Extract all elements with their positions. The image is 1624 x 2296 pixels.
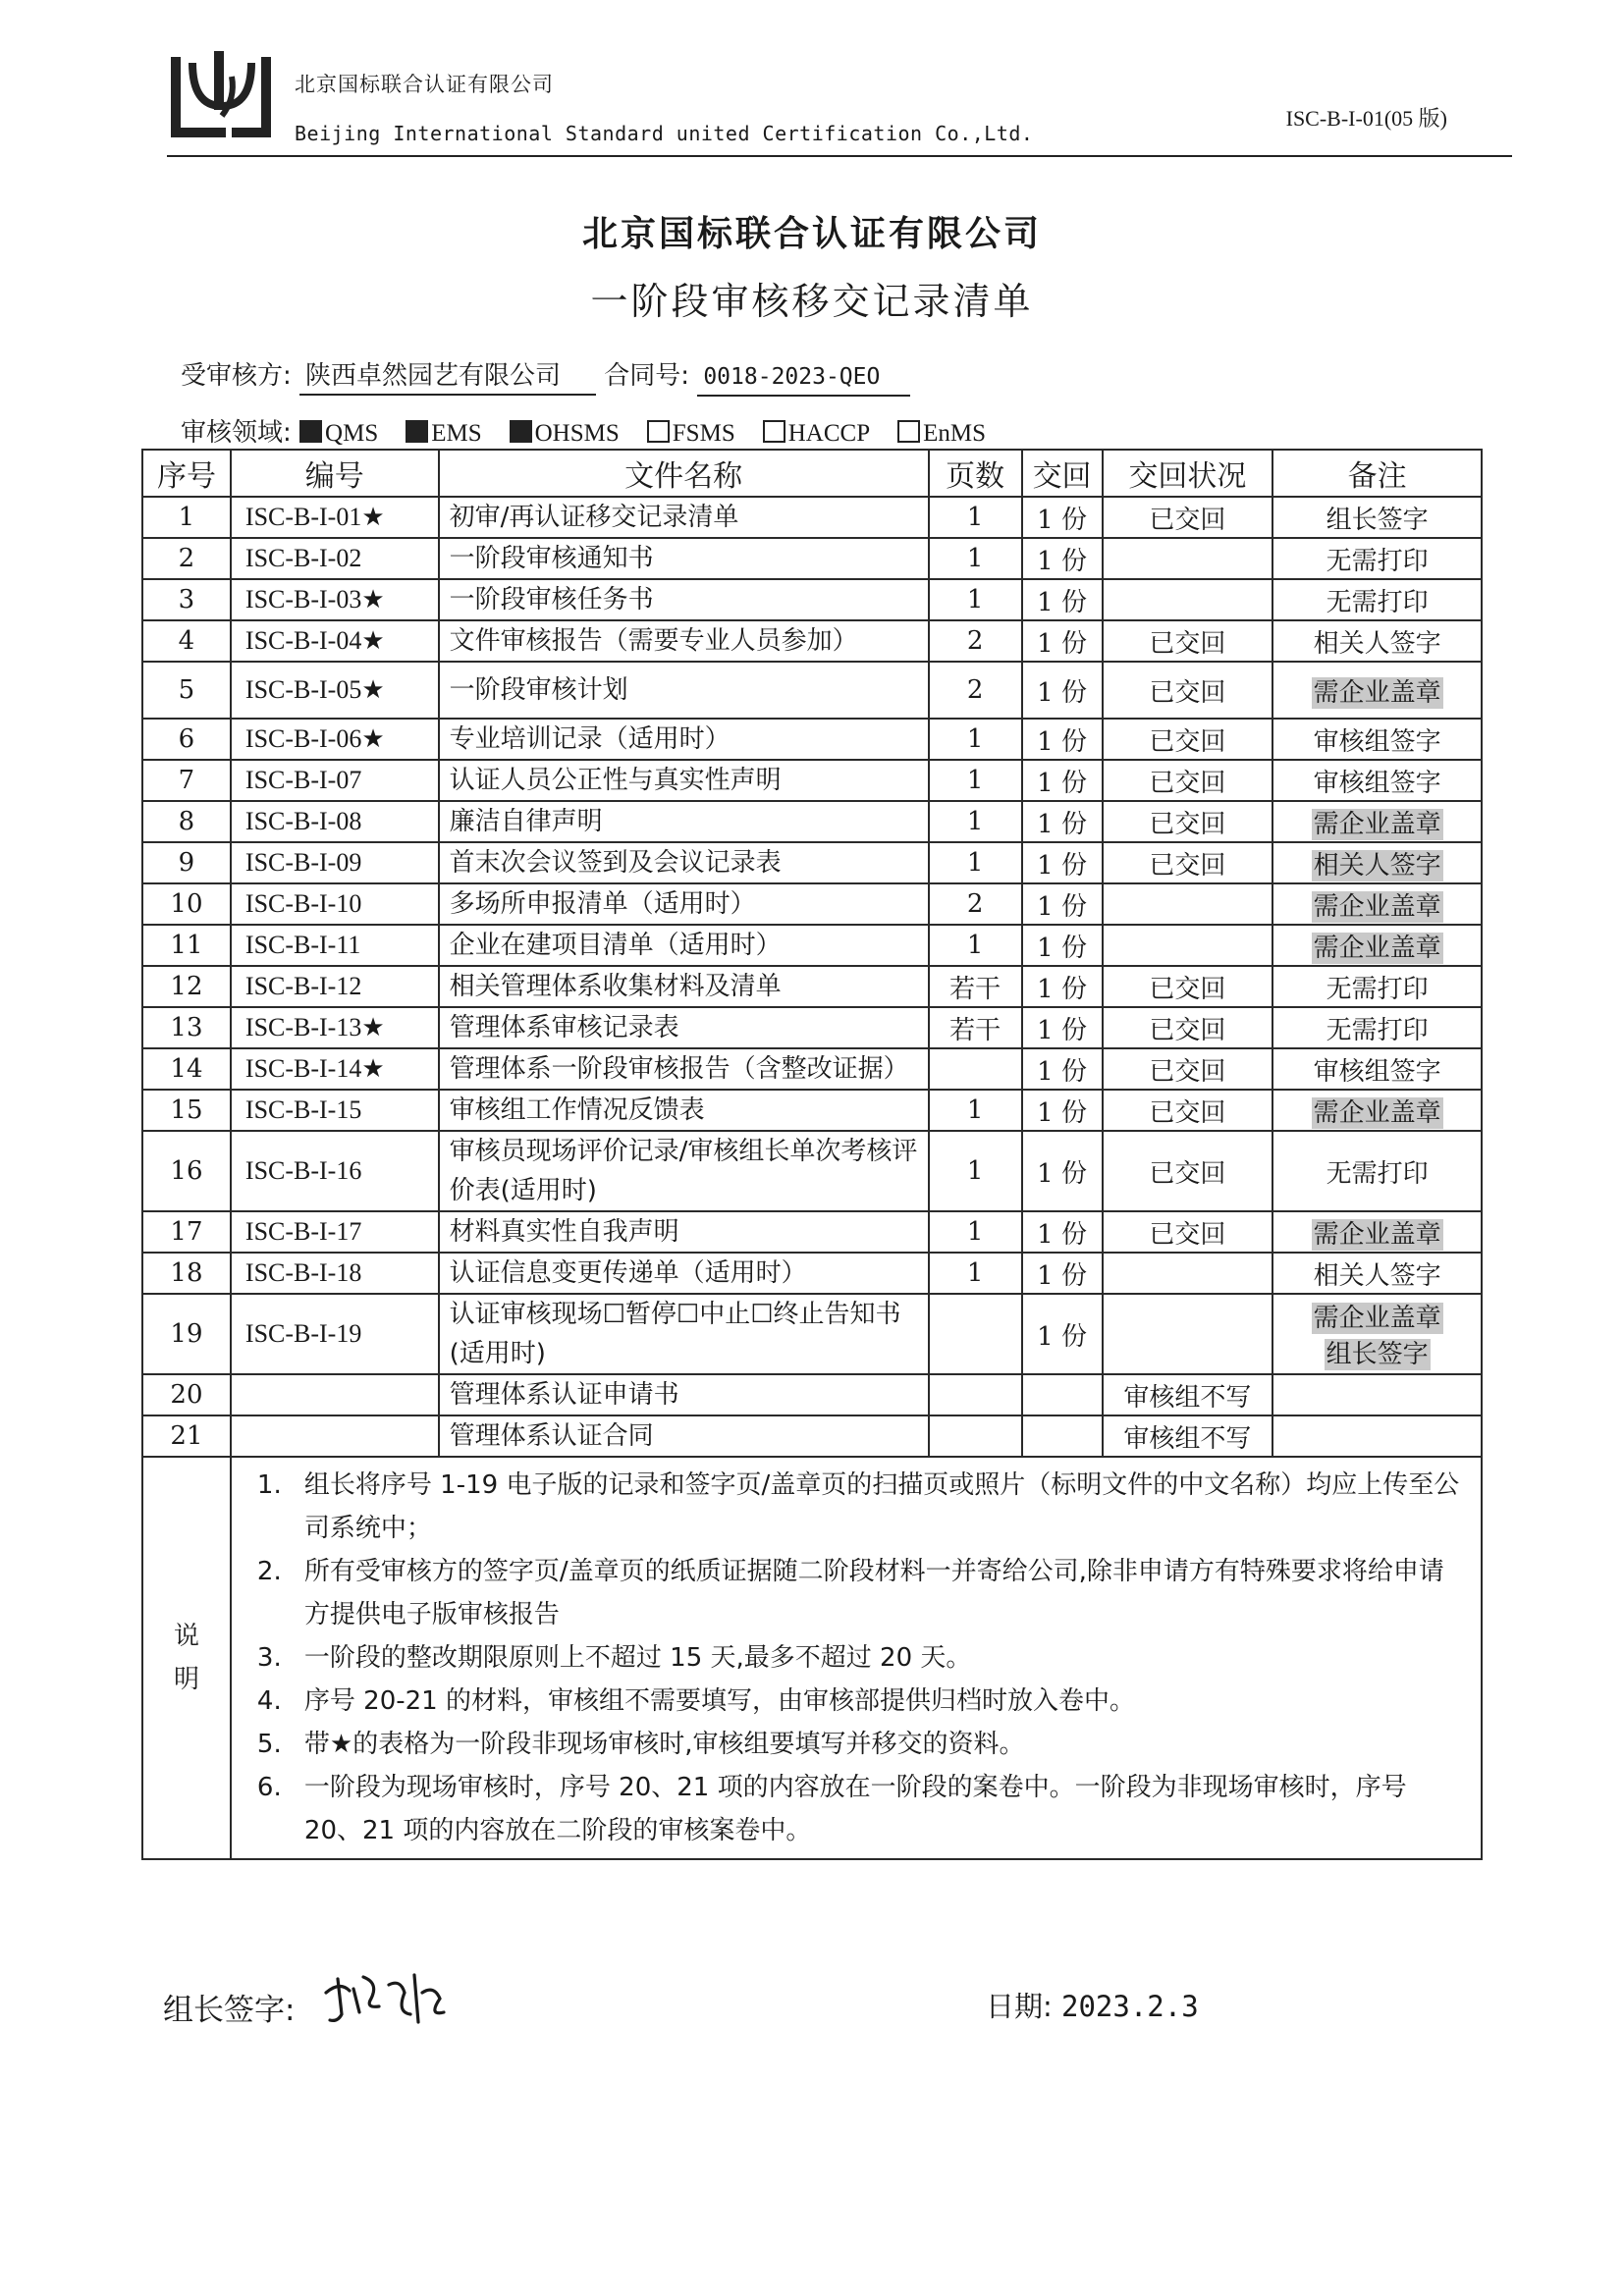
row-returned: 1 份 <box>1022 1048 1103 1090</box>
row-remark-text: 相关人签字 <box>1313 1260 1441 1291</box>
row-file-name: 廉洁自律声明 <box>439 801 929 842</box>
row-remark <box>1272 1294 1482 1374</box>
row-file-name: 管理体系审核记录表 <box>439 1007 929 1048</box>
table-row <box>142 719 1482 760</box>
note-item <box>232 1636 1481 1680</box>
row-code: ISC-B-I-05★ <box>231 662 439 719</box>
table-row <box>142 1131 1482 1211</box>
audit-field-checkbox <box>510 420 532 443</box>
row-file-name: 一阶段审核计划 <box>439 662 929 719</box>
row-file-name: 管理体系认证合同 <box>439 1415 929 1457</box>
row-returned: 1 份 <box>1022 1131 1103 1211</box>
row-pages: 若干 <box>929 1007 1022 1048</box>
row-status <box>1103 1294 1273 1374</box>
row-code: ISC-B-I-01★ <box>231 497 439 538</box>
note-item <box>232 1723 1481 1766</box>
row-code <box>231 1415 439 1457</box>
row-pages: 1 <box>929 925 1022 966</box>
row-status: 已交回 <box>1103 1007 1273 1048</box>
row-remark <box>1272 1211 1482 1253</box>
row-file-name: 认证人员公正性与真实性声明 <box>439 760 929 801</box>
table-row <box>142 497 1482 538</box>
row-returned <box>1022 1374 1103 1415</box>
row-no: 20 <box>142 1374 231 1415</box>
table-row <box>142 1211 1482 1253</box>
notes-body <box>231 1457 1482 1859</box>
row-no: 15 <box>142 1090 231 1131</box>
row-pages: 1 <box>929 1131 1022 1211</box>
row-no: 1 <box>142 497 231 538</box>
row-code: ISC-B-I-19 <box>231 1294 439 1374</box>
contract-value: 0018-2023-QEO <box>697 359 910 397</box>
audit-field-label: EMS <box>431 420 482 447</box>
table-row <box>142 760 1482 801</box>
row-remark <box>1272 662 1482 719</box>
row-file-name: 审核组工作情况反馈表 <box>439 1090 929 1131</box>
row-no: 11 <box>142 925 231 966</box>
table-row <box>142 925 1482 966</box>
row-remark <box>1272 966 1482 1007</box>
row-returned: 1 份 <box>1022 925 1103 966</box>
notes-row <box>142 1457 1482 1859</box>
row-remark-text: 需企业盖章 <box>1313 933 1441 963</box>
row-status: 已交回 <box>1103 966 1273 1007</box>
row-remark-text: 需企业盖章 <box>1313 891 1441 922</box>
row-pages: 若干 <box>929 966 1022 1007</box>
row-status <box>1103 883 1273 925</box>
row-code: ISC-B-I-18 <box>231 1253 439 1294</box>
col-header-remark: 备注 <box>1272 450 1482 497</box>
row-remark <box>1272 801 1482 842</box>
row-file-name: 认证审核现场☐暂停☐中止☐终止告知书(适用时) <box>439 1294 929 1374</box>
row-no: 17 <box>142 1211 231 1253</box>
table-row <box>142 966 1482 1007</box>
row-returned <box>1022 1415 1103 1457</box>
row-code: ISC-B-I-08 <box>231 801 439 842</box>
col-header-name: 文件名称 <box>439 450 929 497</box>
row-remark <box>1272 719 1482 760</box>
row-pages: 1 <box>929 842 1022 883</box>
row-remark <box>1272 538 1482 579</box>
row-remark-text: 无需打印 <box>1326 1015 1429 1045</box>
row-returned: 1 份 <box>1022 1090 1103 1131</box>
row-no: 6 <box>142 719 231 760</box>
note-number: 4. <box>256 1686 282 1716</box>
row-file-name: 企业在建项目清单（适用时） <box>439 925 929 966</box>
note-text: 所有受审核方的签字页/盖章页的纸质证据随二阶段材料一并寄给公司,除非申请方有特殊要求将给申请方提供电子版审核报告 <box>303 1557 1444 1629</box>
row-remark <box>1272 1415 1482 1457</box>
row-code: ISC-B-I-16 <box>231 1131 439 1211</box>
row-remark <box>1272 620 1482 662</box>
letterhead-company-en: Beijing International Standard united Certification Co.,Ltd. <box>295 122 1034 145</box>
col-header-status: 交回状况 <box>1103 450 1273 497</box>
audit-field-checkbox <box>897 420 920 443</box>
row-remark <box>1272 842 1482 883</box>
row-returned: 1 份 <box>1022 842 1103 883</box>
row-status: 已交回 <box>1103 662 1273 719</box>
row-remark-text: 审核组签字 <box>1313 1056 1441 1087</box>
row-returned: 1 份 <box>1022 538 1103 579</box>
row-file-name: 多场所申报清单（适用时） <box>439 883 929 925</box>
note-number: 6. <box>256 1773 282 1802</box>
table-row <box>142 842 1482 883</box>
row-file-name: 初审/再认证移交记录清单 <box>439 497 929 538</box>
row-remark-text: 相关人签字 <box>1313 628 1441 659</box>
row-remark <box>1272 1374 1482 1415</box>
row-file-name: 相关管理体系收集材料及清单 <box>439 966 929 1007</box>
row-returned: 1 份 <box>1022 760 1103 801</box>
row-pages: 1 <box>929 801 1022 842</box>
row-remark <box>1272 883 1482 925</box>
row-code: ISC-B-I-02 <box>231 538 439 579</box>
audit-fields-label: 审核领域: <box>181 418 292 448</box>
row-status: 已交回 <box>1103 760 1273 801</box>
row-returned: 1 份 <box>1022 620 1103 662</box>
client-value: 陕西卓然园艺有限公司 <box>299 358 596 396</box>
row-remark-text: 审核组签字 <box>1313 726 1441 757</box>
row-status: 已交回 <box>1103 497 1273 538</box>
note-text: 序号 20-21 的材料，审核组不需要填写，由审核部提供归档时放入卷中。 <box>303 1686 1135 1716</box>
note-number: 2. <box>256 1557 282 1586</box>
row-file-name: 首末次会议签到及会议记录表 <box>439 842 929 883</box>
row-remark-text: 需企业盖章 <box>1313 1097 1441 1128</box>
audit-field-label: OHSMS <box>534 420 620 447</box>
row-returned: 1 份 <box>1022 1211 1103 1253</box>
date-label: 日期: <box>986 1990 1053 2023</box>
row-returned: 1 份 <box>1022 662 1103 719</box>
row-remark-text: 无需打印 <box>1326 1158 1429 1189</box>
company-logo <box>167 47 277 145</box>
row-remark-text: 审核组签字 <box>1313 768 1441 798</box>
row-remark <box>1272 760 1482 801</box>
row-remark-text: 需企业盖章 <box>1313 809 1441 839</box>
row-pages: 1 <box>929 719 1022 760</box>
audit-field-ohsms <box>510 420 620 448</box>
table-row <box>142 1090 1482 1131</box>
note-item <box>232 1680 1481 1723</box>
row-status: 已交回 <box>1103 842 1273 883</box>
notes-label <box>142 1457 231 1859</box>
contract-label: 合同号: <box>604 361 690 391</box>
row-pages: 1 <box>929 1253 1022 1294</box>
audit-field-label: FSMS <box>672 420 735 447</box>
row-remark <box>1272 579 1482 620</box>
table-row <box>142 1415 1482 1457</box>
note-item <box>232 1766 1481 1852</box>
row-no: 2 <box>142 538 231 579</box>
row-status <box>1103 925 1273 966</box>
audit-field-checkbox <box>299 420 322 443</box>
row-status <box>1103 579 1273 620</box>
table-row <box>142 538 1482 579</box>
audit-fields-options <box>299 418 1013 448</box>
row-pages: 1 <box>929 1211 1022 1253</box>
row-remark-text: 需企业盖章 <box>1313 1219 1441 1250</box>
audit-field-label: QMS <box>325 420 379 447</box>
note-text: 带★的表格为一阶段非现场审核时,审核组要填写并移交的资料。 <box>303 1730 1025 1759</box>
row-remark-text: 无需打印 <box>1326 546 1429 576</box>
table-row <box>142 579 1482 620</box>
row-status: 已交回 <box>1103 1090 1273 1131</box>
row-code: ISC-B-I-14★ <box>231 1048 439 1090</box>
client-label: 受审核方: <box>181 361 292 391</box>
row-pages: 1 <box>929 760 1022 801</box>
row-remark-text: 相关人签字 <box>1313 850 1441 881</box>
row-returned: 1 份 <box>1022 966 1103 1007</box>
row-file-name: 一阶段审核通知书 <box>439 538 929 579</box>
row-no: 7 <box>142 760 231 801</box>
row-remark-text: 需企业盖章 <box>1313 677 1441 708</box>
row-code: ISC-B-I-07 <box>231 760 439 801</box>
row-pages <box>929 1048 1022 1090</box>
row-returned: 1 份 <box>1022 801 1103 842</box>
row-code: ISC-B-I-09 <box>231 842 439 883</box>
table-row <box>142 1374 1482 1415</box>
notes-label-text: 说明 <box>173 1622 199 1694</box>
row-status: 已交回 <box>1103 1131 1273 1211</box>
form-code: ISC-B-I-01(05 版) <box>1285 106 1447 131</box>
table-row <box>142 801 1482 842</box>
row-no: 16 <box>142 1131 231 1211</box>
row-file-name: 审核员现场评价记录/审核组长单次考核评价表(适用时) <box>439 1131 929 1211</box>
row-file-name: 管理体系一阶段审核报告（含整改证据） <box>439 1048 929 1090</box>
col-header-pages: 页数 <box>929 450 1022 497</box>
row-pages <box>929 1294 1022 1374</box>
row-pages: 1 <box>929 579 1022 620</box>
row-status: 审核组不写 <box>1103 1374 1273 1415</box>
row-status: 已交回 <box>1103 719 1273 760</box>
row-returned: 1 份 <box>1022 497 1103 538</box>
letterhead-company-cn: 北京国标联合认证有限公司 <box>295 73 554 96</box>
row-code <box>231 1374 439 1415</box>
row-file-name: 文件审核报告（需要专业人员参加） <box>439 620 929 662</box>
row-no: 19 <box>142 1294 231 1374</box>
audit-field-checkbox <box>763 420 785 443</box>
row-remark <box>1272 1007 1482 1048</box>
row-remark-text: 无需打印 <box>1326 587 1429 617</box>
row-pages: 2 <box>929 883 1022 925</box>
table-row <box>142 620 1482 662</box>
row-file-name: 认证信息变更传递单（适用时） <box>439 1253 929 1294</box>
table-row <box>142 662 1482 719</box>
row-code: ISC-B-I-10 <box>231 883 439 925</box>
audit-field-ems <box>406 420 481 448</box>
leader-signature <box>320 1963 448 2032</box>
row-pages <box>929 1374 1022 1415</box>
row-no: 4 <box>142 620 231 662</box>
row-returned: 1 份 <box>1022 1253 1103 1294</box>
row-code: ISC-B-I-11 <box>231 925 439 966</box>
note-number: 3. <box>256 1643 282 1673</box>
audit-field-checkbox <box>647 420 670 443</box>
audit-field-checkbox <box>406 420 428 443</box>
table-row <box>142 1253 1482 1294</box>
row-remark-text-2: 组长签字 <box>1326 1340 1429 1369</box>
row-remark <box>1272 1048 1482 1090</box>
table-row <box>142 1048 1482 1090</box>
row-remark <box>1272 1090 1482 1131</box>
note-text: 一阶段为现场审核时，序号 20、21 项的内容放在一阶段的案卷中。一阶段为非现场审核时，序号 20、21 项的内容放在二阶段的审核案卷中。 <box>303 1773 1407 1845</box>
date-line <box>986 1985 1199 2025</box>
row-no: 18 <box>142 1253 231 1294</box>
row-code: ISC-B-I-12 <box>231 966 439 1007</box>
table-row <box>142 1294 1482 1374</box>
row-remark-text: 无需打印 <box>1326 974 1429 1004</box>
col-header-code: 编号 <box>231 450 439 497</box>
row-returned: 1 份 <box>1022 883 1103 925</box>
row-status: 已交回 <box>1103 1211 1273 1253</box>
row-file-name: 专业培训记录（适用时） <box>439 719 929 760</box>
note-text: 组长将序号 1-19 电子版的记录和签字页/盖章页的扫描页或照片（标明文件的中文名称）均应上传至公司系统中； <box>303 1470 1460 1543</box>
table-row <box>142 883 1482 925</box>
row-no: 3 <box>142 579 231 620</box>
note-item <box>232 1464 1481 1550</box>
audit-field-label: EnMS <box>923 420 987 447</box>
row-file-name: 一阶段审核任务书 <box>439 579 929 620</box>
row-code: ISC-B-I-13★ <box>231 1007 439 1048</box>
document-company-title: 北京国标联合认证有限公司 <box>581 214 1042 254</box>
leader-sign-label: 组长签字: <box>163 1993 296 2028</box>
col-header-no: 序号 <box>142 450 231 497</box>
audit-field-label: HACCP <box>787 420 871 447</box>
row-pages: 2 <box>929 662 1022 719</box>
row-no: 12 <box>142 966 231 1007</box>
row-pages: 1 <box>929 538 1022 579</box>
row-status: 已交回 <box>1103 620 1273 662</box>
handover-table <box>141 449 1483 1860</box>
row-code: ISC-B-I-06★ <box>231 719 439 760</box>
row-status: 已交回 <box>1103 801 1273 842</box>
row-no: 5 <box>142 662 231 719</box>
row-no: 14 <box>142 1048 231 1090</box>
note-text: 一阶段的整改期限原则上不超过 15 天,最多不超过 20 天。 <box>303 1643 972 1673</box>
row-returned: 1 份 <box>1022 719 1103 760</box>
row-returned: 1 份 <box>1022 1007 1103 1048</box>
row-no: 8 <box>142 801 231 842</box>
header-rule <box>167 155 1512 157</box>
row-code: ISC-B-I-04★ <box>231 620 439 662</box>
row-file-name: 材料真实性自我声明 <box>439 1211 929 1253</box>
row-code: ISC-B-I-17 <box>231 1211 439 1253</box>
row-returned: 1 份 <box>1022 1294 1103 1374</box>
row-pages: 1 <box>929 1090 1022 1131</box>
row-file-name: 管理体系认证申请书 <box>439 1374 929 1415</box>
row-code: ISC-B-I-03★ <box>231 579 439 620</box>
note-number: 1. <box>256 1470 282 1500</box>
document-title: 一阶段审核移交记录清单 <box>590 280 1034 323</box>
audit-field-qms <box>299 420 378 448</box>
row-status <box>1103 1253 1273 1294</box>
row-no: 21 <box>142 1415 231 1457</box>
row-status <box>1103 538 1273 579</box>
row-remark <box>1272 1253 1482 1294</box>
note-number: 5. <box>256 1730 282 1759</box>
audit-field-haccp <box>763 420 870 448</box>
row-remark <box>1272 1131 1482 1211</box>
client-line <box>181 355 910 397</box>
row-pages: 1 <box>929 497 1022 538</box>
col-header-returned: 交回 <box>1022 450 1103 497</box>
audit-field-enms <box>897 420 986 448</box>
audit-fields-line <box>181 412 1013 449</box>
row-status: 已交回 <box>1103 1048 1273 1090</box>
table-header-row <box>142 450 1482 497</box>
row-returned: 1 份 <box>1022 579 1103 620</box>
row-status: 审核组不写 <box>1103 1415 1273 1457</box>
table-row <box>142 1007 1482 1048</box>
row-remark <box>1272 497 1482 538</box>
row-remark-text: 需企业盖章 <box>1313 1304 1441 1333</box>
row-no: 10 <box>142 883 231 925</box>
row-pages <box>929 1415 1022 1457</box>
note-item <box>232 1550 1481 1636</box>
row-code: ISC-B-I-15 <box>231 1090 439 1131</box>
date-value: 2023.2.3 <box>1061 1990 1199 2023</box>
row-pages: 2 <box>929 620 1022 662</box>
row-no: 9 <box>142 842 231 883</box>
row-remark-text: 组长签字 <box>1326 505 1429 535</box>
row-remark <box>1272 925 1482 966</box>
row-no: 13 <box>142 1007 231 1048</box>
audit-field-fsms <box>647 420 735 448</box>
